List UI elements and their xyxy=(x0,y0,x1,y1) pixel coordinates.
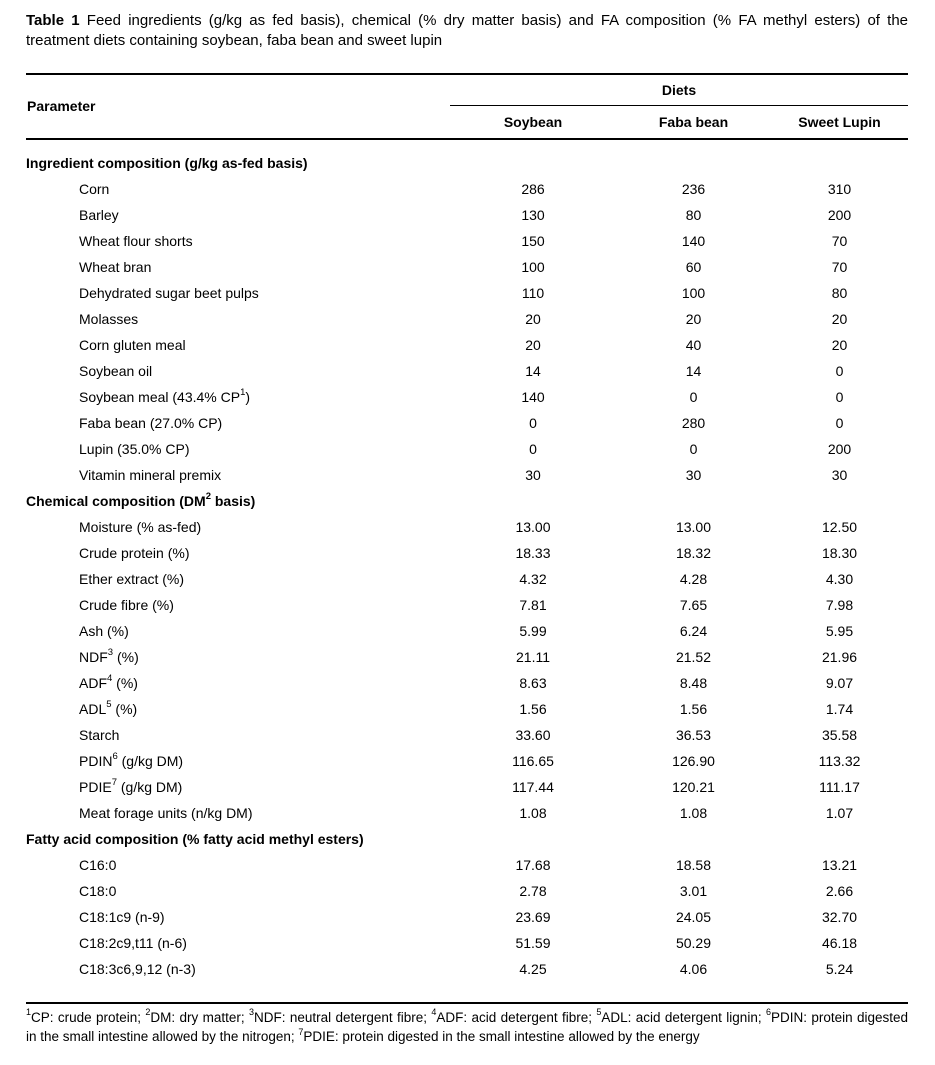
table-caption xyxy=(26,11,908,52)
value-cell: 0 xyxy=(529,414,537,431)
column-header-parameter: Parameter xyxy=(26,74,450,139)
value-cell: 8.48 xyxy=(679,674,708,691)
value-cell: 200 xyxy=(827,440,852,457)
row-label: Ether extract (%) xyxy=(79,570,185,587)
table-row xyxy=(26,670,908,696)
value-cell: 310 xyxy=(827,180,852,197)
value-cell: 7.65 xyxy=(679,596,708,613)
row-label: Faba bean (27.0% CP) xyxy=(79,414,223,431)
value-cell: 0 xyxy=(835,388,844,405)
value-cell: 200 xyxy=(827,206,852,223)
value-cell: 30 xyxy=(831,466,848,483)
section-header-row xyxy=(26,488,908,514)
table-row xyxy=(26,176,908,202)
value-cell: 20 xyxy=(525,310,541,327)
value-cell: 113.32 xyxy=(818,752,861,769)
table-row xyxy=(26,800,908,826)
table-row xyxy=(26,956,908,1003)
value-cell: 150 xyxy=(521,232,545,249)
footnote-superscript: 7 xyxy=(298,1026,304,1037)
value-cell: 1.56 xyxy=(519,700,547,717)
table-row xyxy=(26,696,908,722)
row-label: Crude fibre (%) xyxy=(79,596,174,613)
value-cell: 280 xyxy=(681,414,706,431)
value-cell: 9.07 xyxy=(825,674,854,691)
value-cell: 117.44 xyxy=(512,778,554,795)
section-header: Chemical composition ($DM^2$ basis) xyxy=(26,491,256,509)
value-cell: 1.07 xyxy=(825,804,854,821)
value-cell: 5.99 xyxy=(519,622,547,639)
value-cell: 4.32 xyxy=(519,570,547,587)
table-row xyxy=(26,436,908,462)
row-label: C18:0 xyxy=(79,882,117,899)
table-caption-text: Feed ingredients (g/kg as fed basis), chemical (% dry matter basis) and FA composition (% FA methyl esters) of the treatment diets containing soybean, faba bean and sweet lupin xyxy=(26,12,909,50)
row-label: C16:0 xyxy=(79,856,117,873)
row-label: Vitamin mineral premix xyxy=(79,466,222,483)
value-cell: 111.17 xyxy=(819,778,860,795)
table-row xyxy=(26,878,908,904)
value-cell: 35.58 xyxy=(821,726,858,743)
value-cell: 1.56 xyxy=(679,700,708,717)
table-row xyxy=(26,280,908,306)
value-cell: 116.65 xyxy=(512,752,554,769)
value-cell: 51.59 xyxy=(515,934,551,951)
row-label: Molasses xyxy=(79,310,139,327)
value-cell: 14 xyxy=(685,362,702,379)
value-cell: 13.00 xyxy=(675,518,712,535)
value-cell: 20 xyxy=(685,310,702,327)
value-cell: 7.98 xyxy=(825,596,854,613)
value-cell: 23.69 xyxy=(515,908,551,925)
footnote-superscript: 6 xyxy=(765,1007,771,1018)
value-cell: 1.08 xyxy=(679,804,708,821)
value-cell: 126.90 xyxy=(672,752,715,769)
value-cell: 80 xyxy=(685,206,702,223)
superscript: 1 xyxy=(240,387,246,399)
value-cell: 14 xyxy=(525,362,541,379)
value-cell: 21.96 xyxy=(821,648,858,665)
footnote-superscript: 3 xyxy=(249,1007,255,1018)
value-cell: 32.70 xyxy=(821,908,858,925)
value-cell: 0 xyxy=(835,414,844,431)
row-label: C18:1c9 (n-9) xyxy=(79,908,165,925)
superscript: 5 xyxy=(106,699,112,711)
value-cell: 12.50 xyxy=(821,518,858,535)
superscript: 2 xyxy=(205,491,211,503)
row-label: Lupin (35.0% CP) xyxy=(79,440,190,457)
value-cell: 18.33 xyxy=(515,544,551,561)
value-cell: 286 xyxy=(521,180,545,197)
value-cell: 60 xyxy=(685,258,702,275)
table-row xyxy=(26,566,908,592)
row-label: Corn xyxy=(79,180,110,197)
value-cell: 140 xyxy=(521,388,545,405)
value-cell: 80 xyxy=(831,284,848,301)
table-body xyxy=(26,139,908,1003)
value-cell: 13.00 xyxy=(515,518,551,535)
column-header-faba-bean: Faba bean xyxy=(616,105,771,139)
column-group-header-diets: Diets xyxy=(450,74,908,106)
footnote-superscript: 5 xyxy=(596,1007,602,1018)
value-cell: 1.08 xyxy=(519,804,547,821)
row-label: Wheat bran xyxy=(79,258,152,275)
footnote: $^1$CP: crude protein; $^2$DM: dry matter; $^3$NDF: neutral detergent fibre; $^4$ADF: acid detergent fibre; $^5$ADL: acid detergent lignin; $^6$PDIN: protein digested in the small intestine allowed by the nitrogen; $^7$PDIE: protein digested in the small intestine allowed by the energy xyxy=(26,1007,908,1045)
table-row xyxy=(26,722,908,748)
value-cell: 50.29 xyxy=(675,934,712,951)
value-cell: 36.53 xyxy=(675,726,712,743)
table-row xyxy=(26,462,908,488)
table-row xyxy=(26,514,908,540)
column-header-sweet-lupin: Sweet Lupin xyxy=(771,105,908,139)
value-cell: 4.28 xyxy=(679,570,708,587)
value-cell: 0 xyxy=(529,440,537,457)
footnote-superscript: 1 xyxy=(26,1007,32,1018)
table-row xyxy=(26,774,908,800)
table-row xyxy=(26,410,908,436)
table-row xyxy=(26,228,908,254)
value-cell: 130 xyxy=(521,206,545,223)
value-cell: 0 xyxy=(835,362,844,379)
row-label: NDF$^3$ (%) xyxy=(79,647,139,665)
table-row xyxy=(26,852,908,878)
row-label: ADL$^5$ (%) xyxy=(79,699,138,717)
table-row xyxy=(26,384,908,410)
value-cell: 30 xyxy=(525,466,541,483)
value-cell: 4.06 xyxy=(679,960,708,977)
row-label: Starch xyxy=(79,726,120,743)
row-label: Soybean meal (43.4% $CP^1$) xyxy=(79,387,251,405)
table-row xyxy=(26,904,908,930)
value-cell: 7.81 xyxy=(519,596,547,613)
footnote-superscript: 2 xyxy=(145,1007,151,1018)
table-row xyxy=(26,254,908,280)
row-label: Ash (%) xyxy=(79,622,129,639)
row-label: C18:3c6,9,12 (n-3) xyxy=(79,960,196,977)
diet-composition-table xyxy=(26,73,908,1004)
superscript: 3 xyxy=(107,647,114,659)
footnote-superscript: 4 xyxy=(431,1007,437,1018)
table-row xyxy=(26,618,908,644)
section-header-row xyxy=(26,139,908,176)
value-cell: 2.78 xyxy=(519,882,547,899)
value-cell: 13.21 xyxy=(821,856,858,873)
superscript: 6 xyxy=(112,751,118,763)
value-cell: 17.68 xyxy=(515,856,551,873)
row-label: Corn gluten meal xyxy=(79,336,186,353)
value-cell: 40 xyxy=(685,336,702,353)
value-cell: 5.24 xyxy=(825,960,854,977)
row-label: PDIN$^6$ (g/kg DM) xyxy=(79,751,184,769)
table-row xyxy=(26,202,908,228)
table-header xyxy=(26,74,908,139)
value-cell: 46.18 xyxy=(821,934,858,951)
table-row xyxy=(26,540,908,566)
table-caption-label: Table 1 xyxy=(26,12,80,29)
column-header-soybean: Soybean xyxy=(450,105,616,139)
value-cell: 70 xyxy=(831,232,848,249)
value-cell: 30 xyxy=(685,466,702,483)
table-row xyxy=(26,748,908,774)
row-label: Moisture (% as-fed) xyxy=(79,518,202,535)
superscript: 7 xyxy=(111,777,117,789)
row-label: Soybean oil xyxy=(79,362,153,379)
superscript: 4 xyxy=(107,673,113,685)
value-cell: 100 xyxy=(681,284,706,301)
value-cell: 4.25 xyxy=(519,960,547,977)
row-label: Meat forage units (n/kg DM) xyxy=(79,804,253,821)
value-cell: 8.63 xyxy=(519,674,547,691)
table-row xyxy=(26,644,908,670)
value-cell: 1.74 xyxy=(825,700,854,717)
row-label: Barley xyxy=(79,206,119,223)
value-cell: 0 xyxy=(689,388,698,405)
row-label: ADF$^4$ (%) xyxy=(79,673,138,691)
value-cell: 24.05 xyxy=(675,908,712,925)
value-cell: 18.32 xyxy=(675,544,712,561)
value-cell: 5.95 xyxy=(825,622,854,639)
value-cell: 4.30 xyxy=(825,570,854,587)
table-row xyxy=(26,358,908,384)
value-cell: 18.30 xyxy=(821,544,858,561)
section-header: Ingredient composition (g/kg as-fed basis) xyxy=(26,154,308,171)
row-label: Wheat flour shorts xyxy=(79,232,193,249)
row-label: Dehydrated sugar beet pulps xyxy=(79,284,259,301)
value-cell: 2.66 xyxy=(825,882,854,899)
value-cell: 110 xyxy=(521,284,545,301)
value-cell: 33.60 xyxy=(515,726,551,743)
value-cell: 236 xyxy=(681,180,706,197)
value-cell: 6.24 xyxy=(679,622,708,639)
row-label: Crude protein (%) xyxy=(79,544,190,561)
value-cell: 20 xyxy=(525,336,541,353)
value-cell: 20 xyxy=(831,336,848,353)
value-cell: 70 xyxy=(831,258,848,275)
value-cell: 18.58 xyxy=(675,856,712,873)
value-cell: 100 xyxy=(521,258,545,275)
value-cell: 21.11 xyxy=(516,648,550,665)
value-cell: 20 xyxy=(831,310,848,327)
value-cell: 0 xyxy=(689,440,698,457)
row-label: C18:2c9,t11 (n-6) xyxy=(79,934,187,951)
value-cell: 3.01 xyxy=(679,882,708,899)
group-header-row xyxy=(26,74,908,106)
value-cell: 120.21 xyxy=(672,778,715,795)
table-row xyxy=(26,332,908,358)
section-header: Fatty acid composition (% fatty acid methyl esters) xyxy=(26,830,364,847)
table-row xyxy=(26,930,908,956)
table-row xyxy=(26,306,908,332)
value-cell: 21.52 xyxy=(675,648,712,665)
table-row xyxy=(26,592,908,618)
row-label: PDIE$^7$ (g/kg DM) xyxy=(79,777,183,795)
section-header-row xyxy=(26,826,908,852)
value-cell: 140 xyxy=(681,232,706,249)
